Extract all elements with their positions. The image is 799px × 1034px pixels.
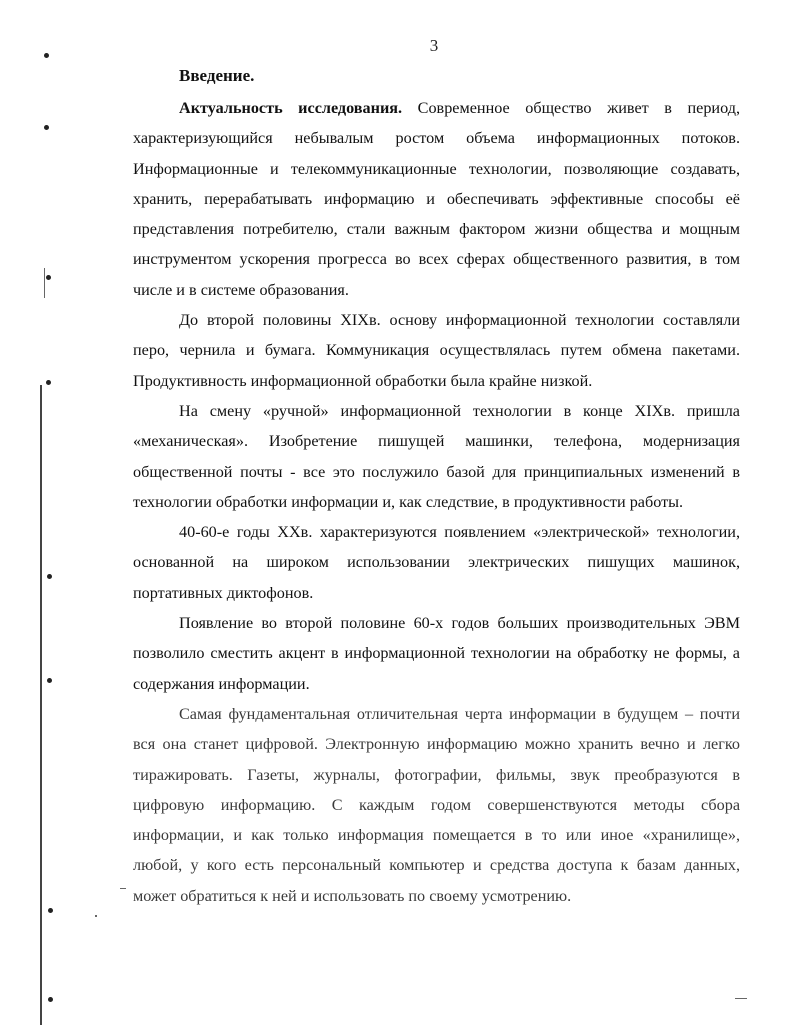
- scan-mark: [46, 380, 51, 385]
- document-body: [133, 63, 740, 911]
- page-number: 3: [429, 36, 439, 55]
- scan-mark: [48, 997, 53, 1002]
- scan-mark: [48, 908, 53, 913]
- scan-mark: [47, 574, 52, 579]
- scan-mark: [44, 125, 49, 130]
- scan-speck: [95, 915, 97, 917]
- scan-speck: [735, 998, 747, 999]
- binding-line: [40, 385, 42, 1025]
- paragraph-5: Появление во второй половине 60-х годов больших производительных ЭВМ позволило сместить акцент в информационной технологии на обработку не формы, а содержания информации.: [133, 614, 740, 693]
- section-heading: Введение.: [179, 66, 255, 85]
- scan-mark: [44, 53, 49, 58]
- paragraph-1-text: Современное общество живет в период, характеризующийся небывалым ростом объема информационных потоков. Информационные и телекоммуникационные технологии, позволяющие создавать, хранить, перерабатывать информацию и обеспечивать эффективные способы её представления потребителю, стали важным фактором жизни общества и мощным инструментом ускорения прогресса во всех сферах общественного развития, в том числе и в системе образования.: [133, 99, 740, 299]
- paragraph-1: [133, 93, 740, 305]
- scan-speck: [120, 888, 126, 889]
- scan-mark: [47, 678, 52, 683]
- lead-title: Актуальность исследования.: [179, 99, 403, 117]
- scan-mark: [46, 275, 51, 280]
- scan-speck: [44, 268, 45, 298]
- paragraph-3: На смену «ручной» информационной технологии в конце XIXв. пришла «механическая». Изобретение пишущей машинки, телефона, модернизация общественной почты - все это послужило базой для принципиальных изменений в технологии обработки информации и, как следствие, в продуктивности работы.: [133, 401, 740, 511]
- paragraph-6: Самая фундаментальная отличительная черта информации в будущем – почти вся она станет цифровой. Электронную информацию можно хранить вечно и легко тиражировать. Газеты, журналы, фотографии, фильмы, звук преобразуются в цифровую информацию. С каждым годом совершенствуются методы сбора информации, и как только информация помещается в то или иное «хранилище», любой, у кого есть персональный компьютер и средства доступа к базам данных, может обратиться к ней и использовать по своему усмотрению.: [133, 704, 740, 905]
- paragraph-4: 40-60-е годы XXв. характеризуются появлением «электрической» технологии, основанной на широком использовании электрических пишущих машинок, портативных диктофонов.: [133, 523, 740, 602]
- paragraph-2: До второй половины XIXв. основу информационной технологии составляли перо, чернила и бумага. Коммуникация осуществлялась путем обмена пакетами. Продуктивность информационной обработки была крайне низкой.: [133, 311, 740, 390]
